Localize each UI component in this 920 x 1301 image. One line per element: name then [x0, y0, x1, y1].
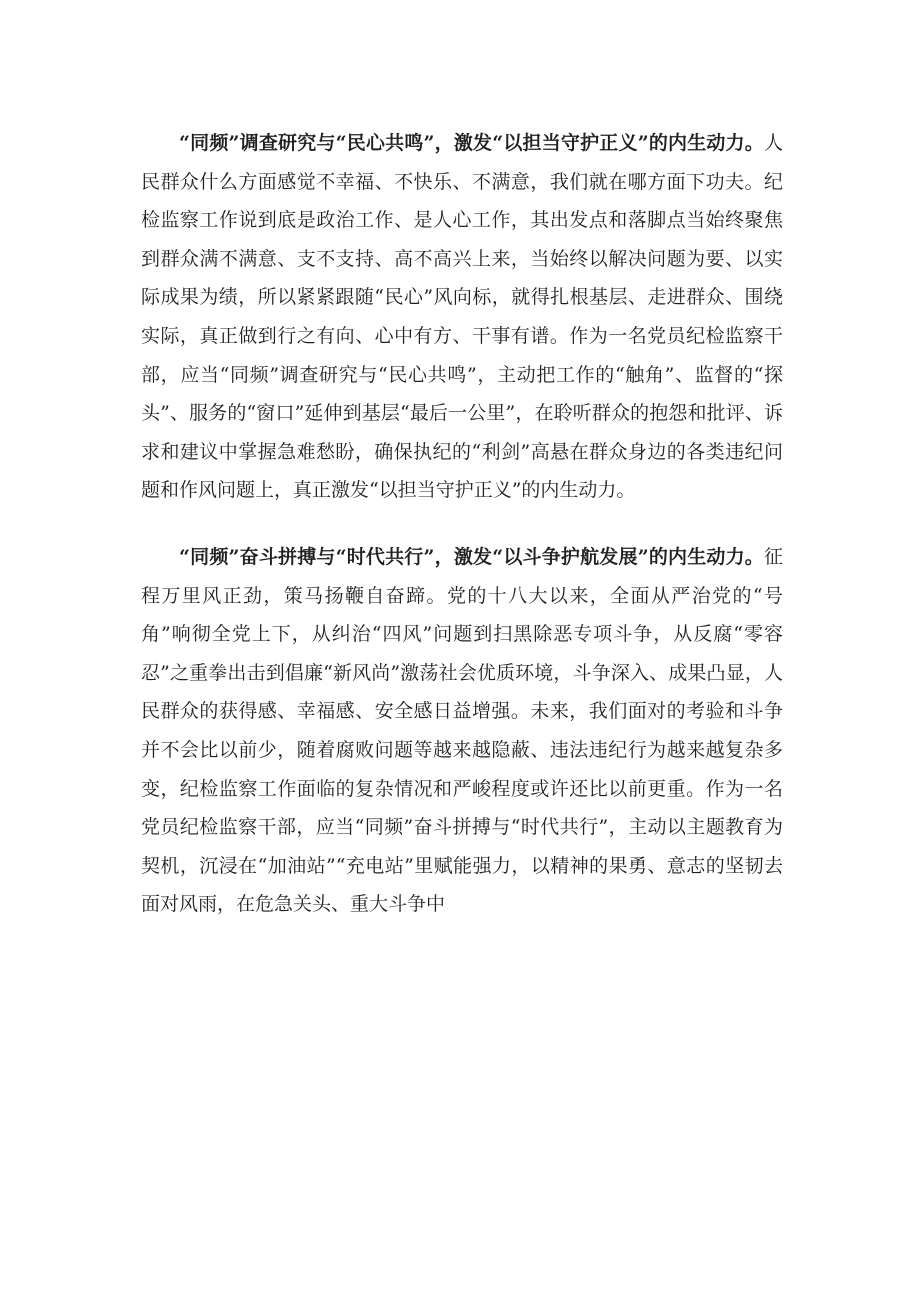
document-page [141, 124, 783, 924]
paragraph-1-heading: “同频”调查研究与“民心共鸣”，激发“以担当守护正义”的内生动力。 [179, 132, 764, 154]
paragraph-2 [141, 538, 783, 924]
paragraph-2-heading: “同频”奋斗拼搏与“时代共行”，激发“以斗争护航发展”的内生动力。 [179, 545, 764, 568]
paragraph-2-body: 征程万里风正劲，策马扬鞭自奋蹄。党的十八大以来，全面从严治党的“号角”响彻全党上下，从纠治“四风”问题到扫黑除恶专项斗争，从反腐“零容忍”之重拳出击到倡廉“新风尚”激荡社会优质环境，斗争深入、成果凸显，人民群众的获得感、幸福感、安全感日益增强。未来，我们面对的考验和斗争并不会比以前少，随着腐败问题等越来越隐蔽、违法违纪行为越来越复杂多变，纪检监察工作面临的复杂情况和严峻程度或许还比以前更重。作为一名党员纪检监察干部，应当“同频”奋斗拼搏与“时代共行”，主动以主题教育为契机，沉浸在“加油站”“充电站”里赋能强力，以精神的果勇、意志的坚韧去面对风雨，在危急关头、重大斗争中 [141, 545, 783, 916]
paragraph-1-body: 人民群众什么方面感觉不幸福、不快乐、不满意，我们就在哪方面下功夫。纪检监察工作说到底是政治工作、是人心工作，其出发点和落脚点当始终聚焦到群众满不满意、支不支持、高不高兴上来，当始终以解决问题为要、以实际成果为绩，所以紧紧跟随“民心”风向标，就得扎根基层、走进群众、围绕实际，真正做到行之有向、心中有方、干事有谱。作为一名党员纪检监察干部，应当“同频”调查研究与“民心共鸣”，主动把工作的“触角”、监督的“探头”、服务的“窗口”延伸到基层“最后一公里”，在聆听群众的抱怨和批评、诉求和建议中掌握急难愁盼，确保执纪的“利剑”高悬在群众身边的各类违纪问题和作风问题上，真正激发“以担当守护正义”的内生动力。 [141, 132, 783, 502]
paragraph-1 [141, 124, 783, 510]
